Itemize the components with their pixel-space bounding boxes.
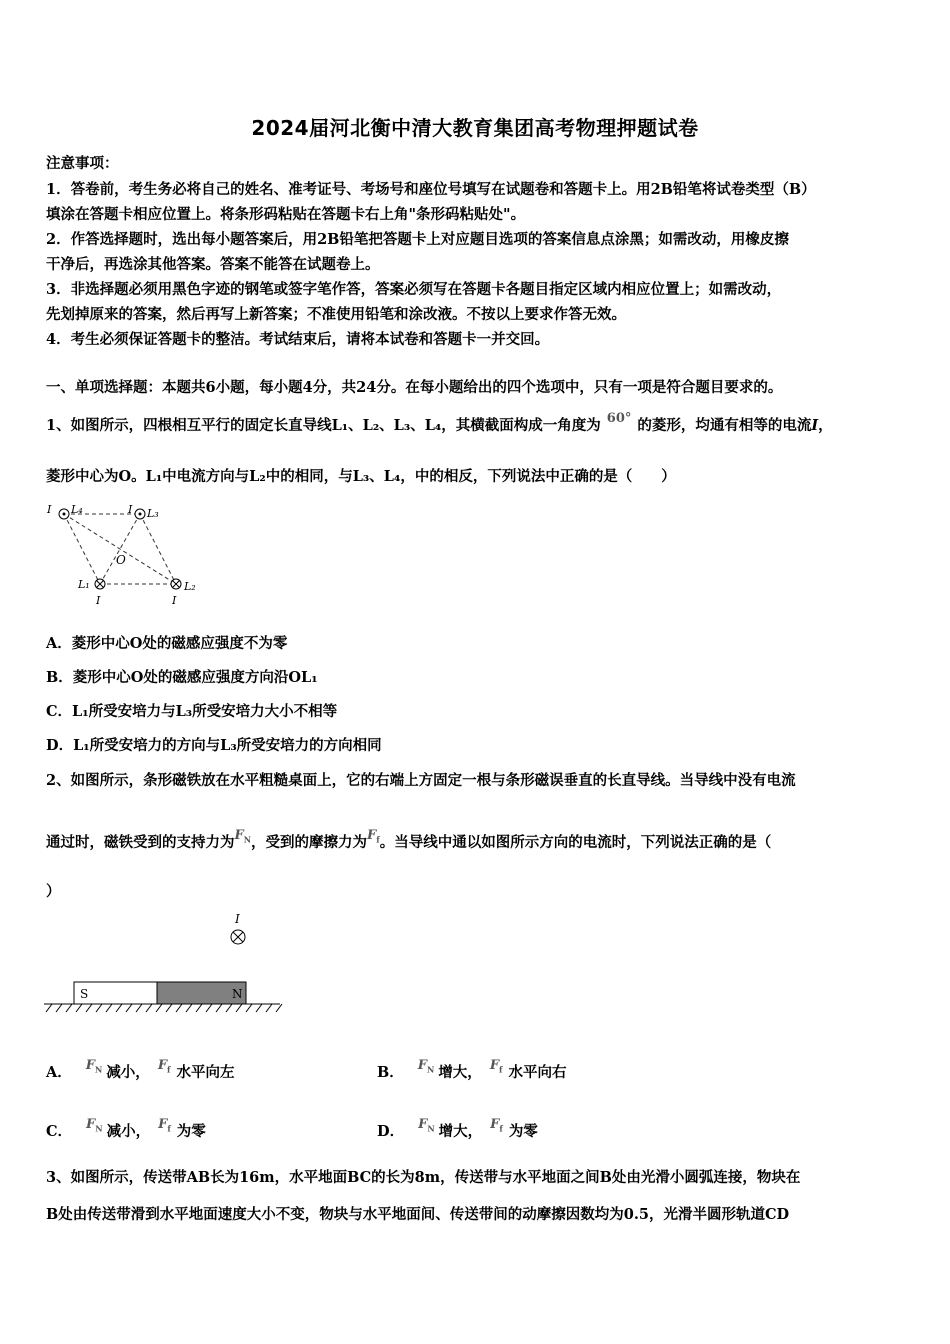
q2-option-b-FN-letter: F (417, 1058, 427, 1073)
fig1-label-L4: L₄ (71, 503, 83, 516)
q2-FN-letter: F (234, 828, 244, 843)
fig1-label-I-L2: I (172, 594, 177, 607)
q2-option-c (46, 1117, 346, 1142)
q2-option-d-Ff-sub: f (499, 1123, 503, 1134)
q2-stem-text-c: 。当导线中通以如图所示方向的电流时，下列说法正确的是（ (379, 834, 772, 851)
q2-Ff-symbol (367, 828, 380, 843)
q2-option-c-Ff (158, 1117, 171, 1132)
q2-FN-symbol (235, 828, 252, 843)
q1-stem-text-a: 1、如图所示，四根相互平行的固定长直导线L₁、L₂、L₃、L₄，其横截面构成一角度为 (46, 417, 601, 434)
q2-option-a (46, 1058, 346, 1083)
q1-angle: 60° (606, 411, 632, 426)
q2-option-d-label: D． (377, 1123, 405, 1140)
q2-option-b-FN-sub: N (427, 1064, 435, 1075)
q2-option-a-text-2: 水平向左 (176, 1064, 235, 1081)
q2-option-a-label: A． (46, 1064, 72, 1081)
notice-line-1: 1．答卷前，考生务必将自己的姓名、准考证号、考场号和座位号填写在试题卷和答题卡上。用2B铅笔将试卷类型（B） (46, 181, 816, 198)
q2-option-a-Ff-sub: f (167, 1064, 171, 1075)
notice-line-5: 3．非选择题必须用黑色字迹的钢笔或签字笔作答，答案必须写在答题卡各题目指定区域内相应位置上；如需改动， (46, 281, 782, 298)
fig1-label-L2: L₂ (184, 580, 196, 593)
q2-stem-line-3: ） (46, 883, 61, 900)
wire-L3-out-icon (135, 509, 145, 519)
q2-option-a-text-1: 减小， (106, 1064, 150, 1081)
q2-Ff-sub: f (376, 834, 380, 845)
q2-option-d-FN-letter: F (418, 1117, 428, 1132)
q2-option-b-text-2: 水平向右 (508, 1064, 567, 1081)
q2-option-d-text-1: 增大， (438, 1123, 483, 1140)
q2-stem-text-a: 通过时，磁铁受到的支持力为 (46, 834, 235, 851)
notice-heading: 注意事项： (46, 155, 119, 172)
q2-option-b-FN (418, 1058, 435, 1073)
section-heading: 一、单项选择题：本题共6小题，每小题4分，共24分。在每小题给出的四个选项中，只有一项是符合题目要求的。 (46, 379, 783, 396)
notice-line-7: 4．考生必须保证答题卡的整洁。考试结束后，请将本试卷和答题卡一并交回。 (46, 331, 550, 348)
q2-option-b-label: B． (377, 1064, 404, 1081)
q2-option-a-Ff-letter: F (157, 1058, 168, 1073)
q2-option-c-FN-letter: F (86, 1117, 96, 1132)
q1-option-a: A．菱形中心O处的磁感应强度不为零 (46, 635, 288, 652)
q2-option-b-Ff (490, 1058, 503, 1073)
q2-option-d-FN-sub: N (427, 1123, 435, 1134)
fig1-label-I-L3: I (128, 503, 133, 516)
q2-option-c-FN-sub: N (95, 1123, 103, 1134)
wire-L1-in-icon (95, 579, 105, 589)
q2-option-d-Ff (490, 1117, 503, 1132)
fig2-label-S: S (80, 987, 89, 1001)
q1-rhombus-figure (44, 500, 214, 610)
page-title: 2024届河北衡中清大教育集团高考物理押题试卷 (251, 116, 699, 140)
q2-option-c-text-1: 减小， (106, 1123, 151, 1140)
q2-stem-line-1: 2、如图所示，条形磁铁放在水平粗糙桌面上，它的右端上方固定一根与条形磁误垂直的长直导线。当导线中没有电流 (46, 772, 796, 789)
q3-stem-line-1: 3、如图所示，传送带AB长为16m，水平地面BC的长为8m，传送带与水平地面之间B处由光滑小圆弧连接，物块在 (46, 1169, 801, 1186)
notice-line-6: 先划掉原来的答案，然后再写上新答案；不准使用铅笔和涂改液。不按以上要求作答无效。 (46, 306, 626, 323)
rhombus-edge-left (64, 514, 100, 584)
q2-option-b-Ff-sub: f (499, 1064, 503, 1075)
q1-stem-line-2: 菱形中心为O。L₁中电流方向与L₂中的相同，与L₃、L₄，中的相反，下列说法中正确的是（ ） (46, 468, 676, 485)
q2-option-a-Ff (158, 1058, 171, 1073)
q2-option-b (377, 1058, 677, 1083)
q2-FN-sub: N (243, 834, 252, 845)
q2-option-c-Ff-letter: F (158, 1117, 168, 1132)
q2-magnet-figure (44, 908, 289, 1018)
q1-stem-text-c: ， (818, 417, 833, 434)
q1-option-d: D．L₁所受安培力的方向与L₃所受安培力的方向相同 (46, 737, 382, 754)
table-hatching (46, 1004, 282, 1012)
q2-Ff-letter: F (367, 828, 377, 843)
q1-stem-line-1 (46, 411, 908, 435)
q2-option-d-Ff-letter: F (490, 1117, 500, 1132)
notice-line-4: 干净后，再选涂其他答案。答案不能答在试题卷上。 (46, 256, 380, 273)
notice-line-2: 填涂在答题卡相应位置上。将条形码粘贴在答题卡右上角"条形码粘贴处"。 (46, 206, 526, 223)
fig1-label-O: O (116, 553, 126, 567)
q2-option-b-Ff-letter: F (489, 1058, 500, 1073)
q2-option-a-FN (86, 1058, 103, 1073)
rhombus-diagonal-long (64, 514, 176, 584)
fig2-label-I: I (235, 912, 240, 926)
fig1-label-I-L1: I (96, 594, 101, 607)
q2-option-c-Ff-sub: f (167, 1123, 171, 1134)
fig2-label-N: N (232, 987, 243, 1001)
q2-option-d-FN (418, 1117, 435, 1132)
q2-option-c-text-2: 为零 (176, 1123, 206, 1140)
fig1-label-I-L4: I (47, 503, 52, 516)
q2-option-c-FN (86, 1117, 103, 1132)
q3-stem-line-2: B处由传送带滑到水平地面速度大小不变，物块与水平地面间、传送带间的动摩擦因数均为0.5，光滑半圆形轨道CD (46, 1206, 790, 1223)
q2-option-d (377, 1117, 677, 1142)
wire-L2-in-icon (171, 579, 181, 589)
q1-stem-text-b: 的菱形，均通有相等的电流 (637, 417, 812, 434)
q2-option-d-text-2: 为零 (508, 1123, 538, 1140)
q2-option-a-FN-letter: F (85, 1058, 95, 1073)
fig1-label-L1: L₁ (78, 578, 90, 591)
q1-current-symbol: I (811, 417, 819, 434)
q2-stem-text-b: ，受到的摩擦力为 (251, 834, 368, 851)
q2-option-c-label: C． (46, 1123, 73, 1140)
q2-stem-line-2 (46, 828, 908, 853)
rhombus-edge-right (140, 514, 176, 584)
q2-option-a-FN-sub: N (95, 1064, 103, 1075)
q1-option-b: B．菱形中心O处的磁感应强度方向沿OL₁ (46, 669, 318, 686)
fig1-label-L3: L₃ (147, 507, 159, 520)
q2-option-b-text-1: 增大， (438, 1064, 482, 1081)
q1-option-c: C．L₁所受安培力与L₃所受安培力大小不相等 (46, 703, 338, 720)
wire-into-page-icon (231, 930, 245, 944)
notice-line-3: 2．作答选择题时，选出每小题答案后，用2B铅笔把答题卡上对应题目选项的答案信息点涂黑；如需改动，用橡皮擦 (46, 231, 789, 248)
wire-L4-out-icon (59, 509, 69, 519)
